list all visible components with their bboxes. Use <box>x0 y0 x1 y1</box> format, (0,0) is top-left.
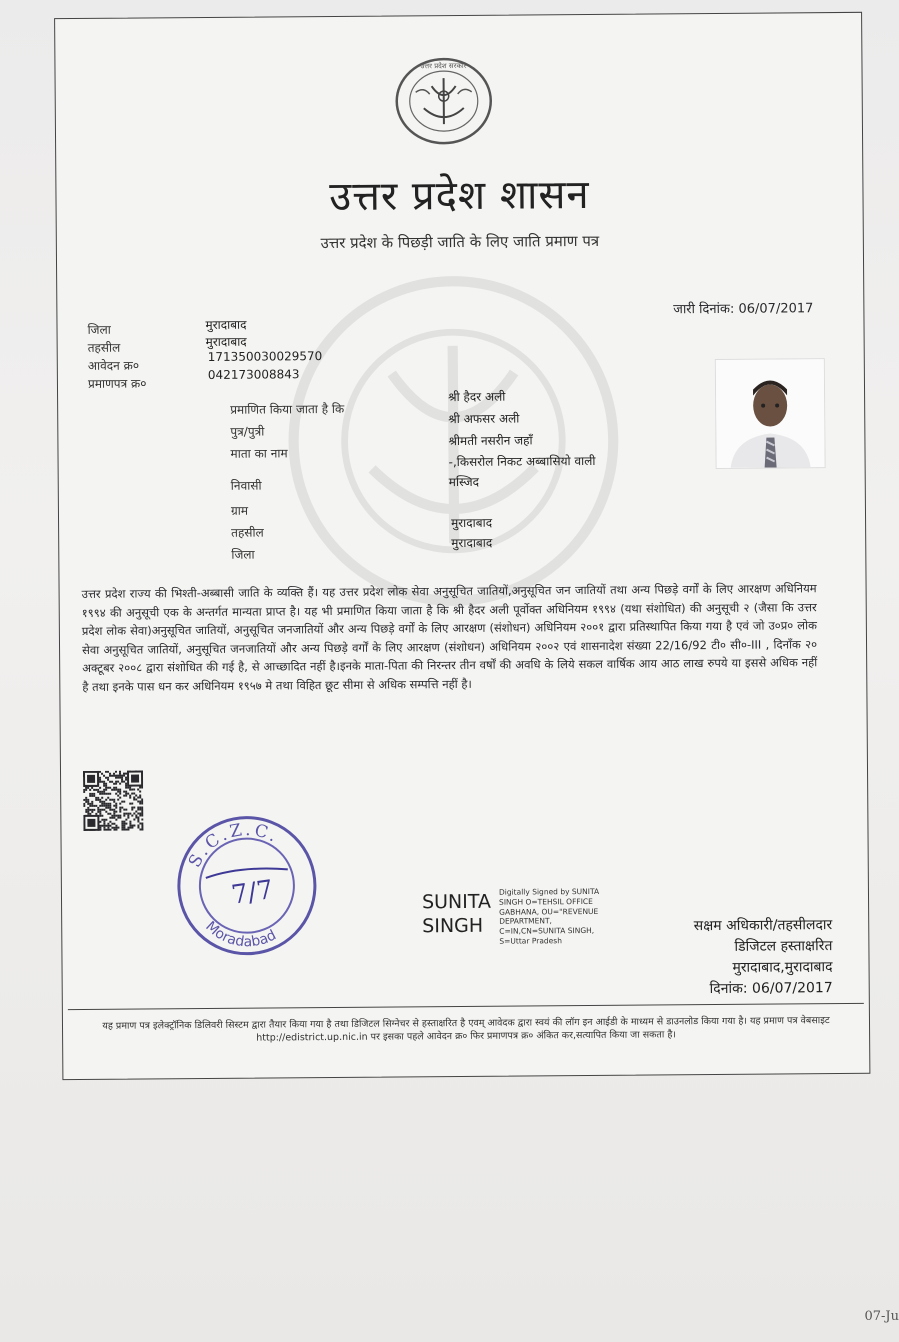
corner-date-fragment: 07-Ju <box>864 1309 899 1324</box>
signature-detail-line: SINGH O=TEHSIL OFFICE <box>499 896 593 907</box>
tehsil-label: तहसील <box>231 525 264 540</box>
meta-label-certificate: प्रमाणपत्र क्र० <box>87 376 147 391</box>
resident-label: निवासी <box>230 478 262 493</box>
officer-date <box>638 978 833 1001</box>
signature-detail-line: C=IN,CN=SUNITA SINGH, <box>499 926 595 936</box>
certificate-sheet <box>54 12 870 1080</box>
signature-detail-line: GABHANA, OU="REVENUE <box>499 906 599 917</box>
official-stamp <box>169 807 325 963</box>
meta-label-application: आवेदन क्र० <box>87 358 140 373</box>
address-line1: -,किसरोल निकट अब्बासियो वाली <box>448 453 596 470</box>
certificate-subtitle: उत्तर प्रदेश के पिछड़ी जाति के लिए जाति प्रमाण पत्र <box>320 231 600 253</box>
issue-date <box>673 298 813 317</box>
meta-value-application: 171350030029570 <box>207 349 323 364</box>
issue-date-value: 06/07/2017 <box>738 301 814 317</box>
applicant-name: श्री हैदर अली <box>448 389 506 405</box>
signature-detail-line: Digitally Signed by SUNITA <box>498 886 600 897</box>
address-line2: मस्जिद <box>448 474 480 490</box>
officer-block <box>637 915 833 1001</box>
footer-note: यह प्रमाण पत्र इलेक्ट्रॉनिक डिलिवरी सिस्टम द्वारा तैयार किया गया है तथा डिजिटल सिग्नेचर से हस्ताक्षरित है एवम् आवेदक द्वारा स्वयं की लॉग इन आईडी के माध्यम से डाउनलोड किया गया है। यह प्रमाण पत्र वेबसाइट http://edistrict.up.nic.in पर इसका पहले आवेदन क्र० फिर प्रमाणपत्र क्र० अंकित कर,सत्यापित किया जा सकता है। <box>102 1015 830 1044</box>
father-name: श्री अफसर अली <box>448 411 520 427</box>
stamp-bottom-text: Moradabad <box>202 918 279 951</box>
svg-text:उत्तर प्रदेश सरकार: उत्तर प्रदेश सरकार <box>420 61 467 71</box>
applicant-photo-icon <box>716 359 825 468</box>
officer-date-value: 06/07/2017 <box>751 980 833 997</box>
certify-label: प्रमाणित किया जाता है कि <box>230 401 345 417</box>
district-label: जिला <box>231 547 255 562</box>
stamp-top-text: S.C.Z.C. <box>184 819 283 871</box>
signatory-name-line2: SINGH <box>422 914 484 938</box>
meta-label-tehsil: तहसील <box>87 340 121 355</box>
district-value: मुरादाबाद <box>451 535 493 551</box>
officer-place: मुरादाबाद,मुरादाबाद <box>732 959 833 976</box>
signatory-name <box>422 890 491 939</box>
village-label: ग्राम <box>230 503 249 518</box>
signature-details <box>499 887 629 947</box>
meta-label-district: जिला <box>87 322 111 337</box>
applicant-photo <box>715 358 826 469</box>
officer-sign-label: डिजिटल हस्ताक्षरित <box>734 938 833 955</box>
signatory-name-line1: SUNITA <box>421 890 492 914</box>
issue-date-label: जारी दिनांक: <box>673 301 735 318</box>
meta-value-district: मुरादाबाद <box>205 317 247 332</box>
meta-value-tehsil: मुरादाबाद <box>205 334 247 349</box>
signature-detail-line: DEPARTMENT, <box>499 916 552 927</box>
page-title: उत्तर प्रदेश शासन <box>329 171 590 221</box>
officer-date-label: दिनांक: <box>709 980 748 998</box>
officer-title: सक्षम अधिकारी/तहसीलदार <box>693 917 833 935</box>
signature-detail-line: S=Uttar Pradesh <box>499 936 562 946</box>
meta-value-certificate: 042173008843 <box>207 367 300 382</box>
tehsil-value: मुरादाबाद <box>451 515 493 531</box>
stamp-handwritten-date: 7/7 <box>229 874 276 911</box>
certificate-body-text: उत्तर प्रदेश राज्य की भिश्ती-अब्बासी जाति के व्यक्ति हैं। यह उत्तर प्रदेश लोक सेवा अनुसूचित जातियों,अनुसूचित जन जातियों तथा अन्य पिछड़े वर्गों के लिए आरक्षण अधिनियम १९९४ की अनुसूची एक के अन्तर्गत मान्यता प्राप्त है। यह भी प्रमाणित किया जाता है कि श्री हैदर अली पूर्वोक्त अधिनियम १९९४ (यथा संशोधित) की अनुसूची २ (जैसा कि उत्तर प्रदेश लोक सेवा)अनुसूचित जातियों, अनुसूचित जनजातियों और अन्य पिछड़े वर्गों के लिए आरक्षण (संशोधन) अधिनियम २००१ द्वारा प्रतिस्थापित किया गया है एवं जो उ०प्र० लोक सेवा अनुसूचित जातियों, अनुसूचित जनजातियों और अन्य पिछड़े वर्गों के लिए आरक्षण (संशोधन) अधिनियम २००२ एवं शासनादेश संख्या 22/16/92 टी० सी०-III , दिनाँक २० अक्टूबर २००८ द्वारा संशोधित की गई है, से आच्छादित नहीं है।इनके माता-पिता की निरन्तर तीन वर्षों की अवधि के लिये सकल वार्षिक आय आठ लाख रुपये या इससे अधिक नहीं है तथा इनके पास धन कर अधिनियम १९५७ मे तथा विहित छूट सीमा से अधिक सम्पत्ति नहीं है। <box>81 581 818 694</box>
son-label: पुत्र/पुत्री <box>230 424 265 439</box>
qr-code-icon <box>83 770 143 830</box>
mother-name: श्रीमती नसरीन जहाँ <box>448 433 533 449</box>
up-emblem-icon <box>393 56 494 147</box>
footer-divider <box>68 1003 864 1010</box>
svg-text:S.C.Z.C. <box>185 820 284 871</box>
mother-label: माता का नाम <box>230 446 288 461</box>
